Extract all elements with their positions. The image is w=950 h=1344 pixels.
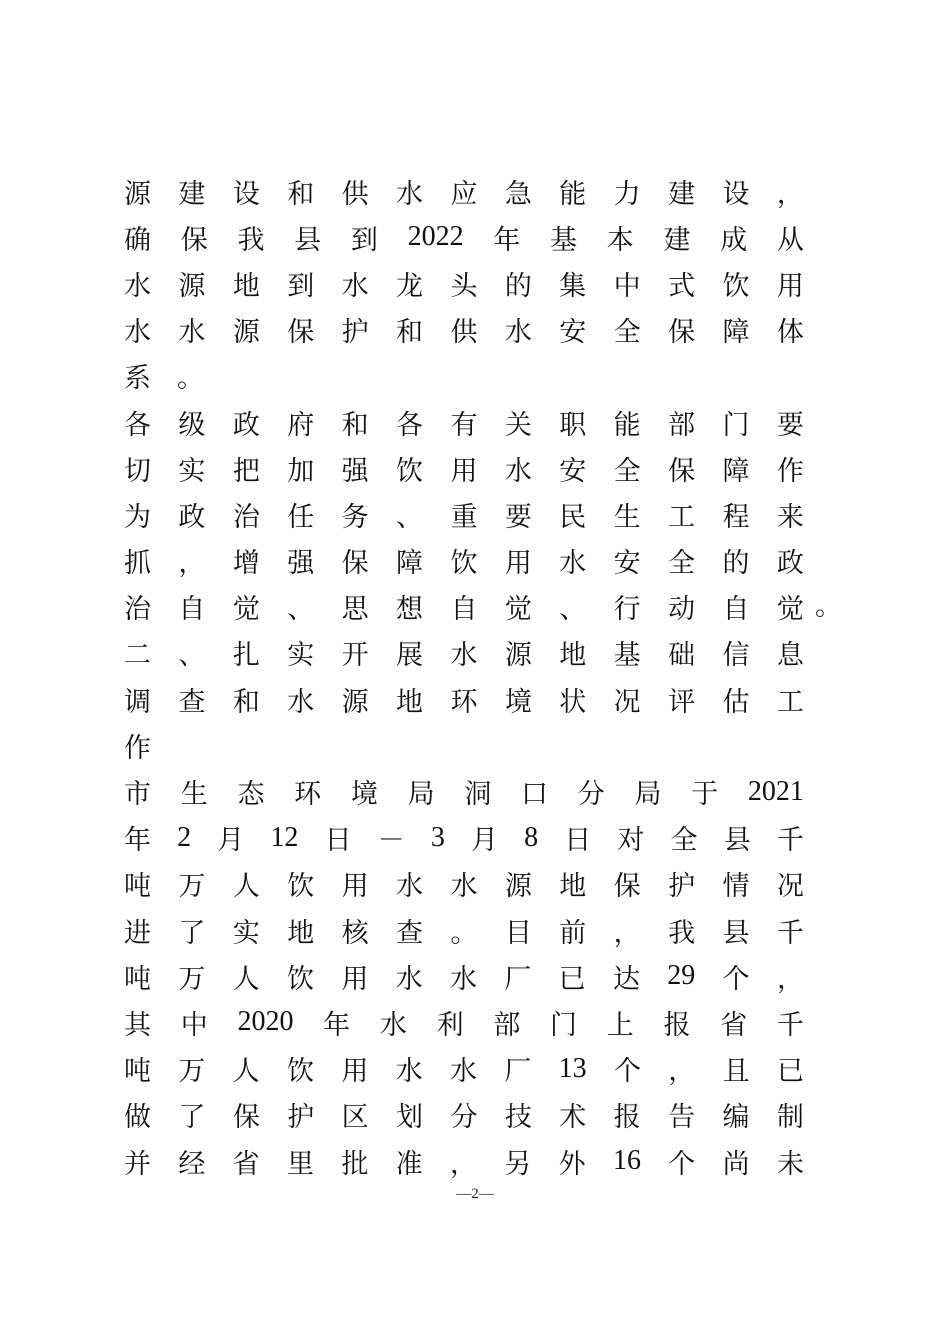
text-char: 实 (178, 455, 206, 487)
text-char: 达 (612, 963, 640, 995)
text-char: 信 (722, 640, 750, 672)
text-char: 急 (504, 178, 532, 210)
text-char: 水 (341, 270, 369, 302)
text-char: 开 (341, 640, 369, 672)
text-char: 工 (668, 501, 696, 533)
text-char: 障 (722, 317, 750, 349)
text-char: 调 (124, 686, 151, 718)
text-char: 各 (124, 409, 151, 441)
text-char: 。 (450, 917, 478, 949)
text-char: 做 (124, 1102, 151, 1134)
text-char: 吨 (124, 1056, 151, 1088)
text-char: 区 (341, 1102, 369, 1134)
text-line (124, 630, 804, 676)
text-char: 集 (559, 270, 587, 302)
text-char: 核 (341, 917, 369, 949)
text-line (124, 399, 804, 445)
text-line (124, 722, 804, 768)
text-line (124, 168, 804, 214)
text-char: 水 (449, 1056, 477, 1088)
text-char: 础 (668, 640, 696, 672)
text-char: 关 (504, 409, 532, 441)
text-char: 水 (504, 317, 532, 349)
text-char: 环 (450, 686, 478, 718)
text-char: 水 (559, 548, 587, 580)
text-char: 16 (612, 1145, 641, 1177)
text-char: 觉 (776, 594, 804, 626)
text-char: 式 (668, 270, 696, 302)
text-char: ， (668, 1056, 696, 1088)
text-char: 动 (668, 594, 696, 626)
text-char: 保 (613, 871, 641, 903)
text-char: 我 (668, 917, 696, 949)
text-char: 建 (668, 178, 696, 210)
text-char: 作 (776, 455, 804, 487)
text-char: 的 (504, 270, 532, 302)
text-char: 已 (776, 1056, 804, 1088)
text-char: 前 (559, 917, 587, 949)
text-char: 12 (270, 821, 299, 853)
text-char: 扎 (232, 640, 260, 672)
text-char: 源 (504, 871, 532, 903)
text-char: 于 (691, 779, 719, 811)
text-char: 觉 (232, 594, 260, 626)
text-char: ， (178, 548, 206, 580)
text-char: ， (776, 963, 804, 995)
text-char: 准 (395, 1148, 423, 1180)
text-line (124, 353, 804, 399)
text-line (124, 953, 804, 999)
text-char: 划 (396, 1102, 424, 1134)
text-char: 省 (720, 1009, 748, 1041)
text-char: 水 (396, 871, 424, 903)
text-char: 体 (776, 317, 804, 349)
text-char: 水 (395, 1056, 423, 1088)
text-char: 护 (341, 317, 369, 349)
text-char: 年 (124, 825, 151, 857)
text-char: 万 (178, 871, 206, 903)
text-char: 、 (178, 640, 206, 672)
text-char: 洞 (464, 779, 492, 811)
text-char: 保 (287, 317, 315, 349)
text-char: 2020 (237, 1006, 294, 1038)
text-char: 上 (606, 1009, 634, 1041)
text-char: 中 (613, 270, 641, 302)
text-char: 人 (232, 871, 260, 903)
text-char: 水 (178, 317, 206, 349)
text-char: 2 (177, 821, 192, 853)
text-char: 2021 (747, 775, 804, 807)
text-char: 安 (613, 548, 641, 580)
text-char: ， (613, 917, 641, 949)
text-char: 水 (396, 178, 424, 210)
text-line (124, 907, 804, 953)
text-line (124, 861, 804, 907)
text-char: 里 (286, 1148, 314, 1180)
text-char: 13 (558, 1052, 587, 1084)
text-char: 确 (124, 224, 151, 256)
text-char: 其 (124, 1009, 151, 1041)
text-char: 生 (613, 501, 641, 533)
text-line (124, 999, 804, 1045)
text-char: 护 (668, 871, 696, 903)
text-char: 和 (396, 317, 424, 349)
text-char: 局 (407, 779, 435, 811)
text-char: 千 (776, 1009, 804, 1041)
text-char: 本 (606, 224, 634, 256)
text-char: 编 (722, 1102, 750, 1134)
text-char: 已 (558, 963, 586, 995)
text-char: 安 (559, 317, 587, 349)
text-char: 个 (668, 1148, 696, 1180)
text-char: 二 (124, 640, 151, 672)
text-line (124, 676, 804, 722)
text-char: 月 (217, 825, 245, 857)
text-char: 部 (493, 1009, 521, 1041)
text-char: 饮 (722, 270, 750, 302)
text-char: 个 (613, 1056, 641, 1088)
text-char: 、 (396, 501, 424, 533)
text-char: 基 (613, 640, 641, 672)
text-char: 建 (663, 224, 691, 256)
text-char: 自 (450, 594, 478, 626)
text-char: 重 (450, 501, 478, 533)
text-char: 千 (776, 825, 804, 857)
text-char: 和 (232, 686, 260, 718)
text-char: 情 (722, 871, 750, 903)
text-char: 水 (450, 640, 478, 672)
text-char: 生 (180, 779, 208, 811)
text-char: 用 (341, 1056, 369, 1088)
text-char: 增 (232, 548, 260, 580)
text-char: 对 (617, 825, 645, 857)
text-char: 万 (178, 963, 206, 995)
text-char: 加 (287, 455, 315, 487)
text-char: 全 (668, 548, 696, 580)
text-char: 息 (776, 640, 804, 672)
text-char: 县 (723, 825, 751, 857)
text-char: 自 (178, 594, 206, 626)
text-char: 府 (287, 409, 315, 441)
text-char: 源 (178, 270, 206, 302)
text-char: 思 (341, 594, 369, 626)
text-char: 年 (493, 224, 521, 256)
text-char: 的 (722, 548, 750, 580)
text-char: 利 (436, 1009, 464, 1041)
text-char: 有 (450, 409, 478, 441)
text-char: 状 (559, 686, 587, 718)
text-char: 头 (450, 270, 478, 302)
text-char: 批 (341, 1148, 369, 1180)
text-char: 龙 (396, 270, 424, 302)
text-char: 术 (559, 1102, 587, 1134)
text-char: 能 (613, 409, 641, 441)
text-char: 吨 (124, 871, 151, 903)
text-char: 地 (559, 871, 587, 903)
text-char: 任 (287, 501, 315, 533)
text-char: 报 (613, 1102, 641, 1134)
text-char: 地 (287, 917, 315, 949)
text-char: 、 (287, 594, 315, 626)
text-char: 保 (668, 317, 696, 349)
text-char: ， (776, 178, 804, 210)
text-char: 程 (722, 501, 750, 533)
text-char: 日 (324, 825, 352, 857)
text-char: 用 (341, 963, 369, 995)
text-char: 我 (237, 224, 265, 256)
text-char: 供 (341, 178, 369, 210)
text-char: 饮 (396, 455, 424, 487)
text-char: 饮 (450, 548, 478, 580)
text-char: 能 (559, 178, 587, 210)
text-char: 源 (124, 178, 151, 210)
text-char: 应 (450, 178, 478, 210)
text-char: 到 (287, 270, 315, 302)
text-char: 省 (232, 1148, 260, 1180)
text-char: 环 (294, 779, 322, 811)
text-char: 人 (232, 1056, 260, 1088)
text-char: 分 (450, 1102, 478, 1134)
text-char: 源 (232, 317, 260, 349)
text-char: 饮 (286, 963, 314, 995)
text-char: ， (449, 1148, 477, 1180)
text-char: 个 (722, 963, 750, 995)
text-char: 饮 (286, 1056, 314, 1088)
text-char: 技 (504, 1102, 532, 1134)
text-char: 千 (776, 917, 804, 949)
text-char: 进 (124, 917, 151, 949)
text-line (124, 584, 842, 630)
text-char: 保 (341, 548, 369, 580)
text-char: 保 (232, 1102, 260, 1134)
text-char: 2022 (407, 221, 464, 253)
text-char: 源 (504, 640, 532, 672)
text-char: 来 (776, 501, 804, 533)
text-char: 想 (396, 594, 424, 626)
text-char: 境 (504, 686, 532, 718)
text-char: 了 (178, 917, 206, 949)
text-char: 了 (178, 1102, 206, 1134)
text-char: 治 (124, 594, 151, 626)
text-char: 水 (124, 317, 151, 349)
text-char: 3 (430, 821, 445, 853)
text-char: 为 (124, 501, 151, 533)
text-char: 安 (559, 455, 587, 487)
text-char: 要 (776, 409, 804, 441)
text-char: 政 (178, 501, 206, 533)
text-char: 另 (504, 1148, 532, 1180)
text-char: 基 (550, 224, 578, 256)
text-char: 要 (504, 501, 532, 533)
text-char: 口 (521, 779, 549, 811)
text-char: 水 (124, 270, 151, 302)
text-char: 障 (722, 455, 750, 487)
text-char: 告 (668, 1102, 696, 1134)
text-char: 评 (668, 686, 696, 718)
text-char: 设 (232, 178, 260, 210)
text-char: 级 (178, 409, 206, 441)
text-char: 尚 (722, 1148, 750, 1180)
text-char: 抓 (124, 548, 151, 580)
text-char: 29 (667, 960, 696, 992)
text-char: 从 (776, 224, 804, 256)
text-char: 自 (722, 594, 750, 626)
text-char: 源 (341, 686, 369, 718)
text-char: 政 (776, 548, 804, 580)
text-char: 水 (504, 455, 532, 487)
text-line (124, 491, 804, 537)
text-char: 系 (124, 363, 151, 395)
text-char: 力 (613, 178, 641, 210)
text-char: 职 (559, 409, 587, 441)
text-char: 水 (450, 871, 478, 903)
text-char: 水 (379, 1009, 407, 1041)
text-line (124, 307, 804, 353)
text-char: 供 (450, 317, 478, 349)
text-char: 地 (559, 640, 587, 672)
text-char: 况 (776, 871, 804, 903)
text-char: 强 (287, 548, 315, 580)
body-text (124, 168, 842, 1184)
text-char: 工 (776, 686, 804, 718)
text-char: 保 (668, 455, 696, 487)
text-char: 饮 (287, 871, 315, 903)
text-char: 全 (613, 317, 641, 349)
text-char: 各 (396, 409, 424, 441)
text-line (124, 1092, 804, 1138)
text-char: 到 (350, 224, 378, 256)
text-char: 人 (232, 963, 260, 995)
text-char: 且 (722, 1056, 750, 1088)
text-char: 治 (232, 501, 260, 533)
text-char: 吨 (124, 963, 151, 995)
text-line (124, 214, 804, 260)
text-char: 地 (396, 686, 424, 718)
text-line (124, 815, 804, 861)
text-line (124, 1046, 804, 1092)
text-line (124, 1138, 804, 1184)
text-char: 作 (124, 732, 151, 764)
overhang-punctuation: 。 (815, 590, 842, 622)
text-char: 境 (350, 779, 378, 811)
text-char: 全 (613, 455, 641, 487)
text-char: 查 (396, 917, 424, 949)
text-char: 和 (341, 409, 369, 441)
text-char: 并 (124, 1148, 151, 1180)
text-char: 行 (613, 594, 641, 626)
text-char: 水 (449, 963, 477, 995)
text-char: 目 (504, 917, 532, 949)
text-char: 护 (287, 1102, 315, 1134)
text-char: 用 (450, 455, 478, 487)
text-char: 保 (180, 224, 208, 256)
text-char: 厂 (504, 963, 532, 995)
text-char: 经 (178, 1148, 206, 1180)
text-line (124, 260, 804, 306)
text-char: 、 (559, 594, 587, 626)
text-char: 制 (776, 1102, 804, 1134)
text-char: 成 (720, 224, 748, 256)
text-char: 外 (558, 1148, 586, 1180)
text-char: 设 (722, 178, 750, 210)
text-char: 障 (396, 548, 424, 580)
text-char: 态 (237, 779, 265, 811)
text-char: 估 (722, 686, 750, 718)
text-char: 实 (287, 640, 315, 672)
text-char: 报 (663, 1009, 691, 1041)
text-char: 用 (341, 871, 369, 903)
text-char: 地 (232, 270, 260, 302)
text-char: 未 (776, 1148, 804, 1180)
text-char: 用 (776, 270, 804, 302)
text-char: 展 (396, 640, 424, 672)
text-line (124, 768, 804, 814)
text-char: 查 (178, 686, 206, 718)
text-char: 门 (722, 409, 750, 441)
text-char: 8 (524, 821, 539, 853)
text-char: 务 (341, 501, 369, 533)
text-char: － (377, 825, 405, 857)
text-char: 门 (550, 1009, 578, 1041)
text-char: 用 (504, 548, 532, 580)
text-char: 局 (634, 779, 662, 811)
text-char: 厂 (504, 1056, 532, 1088)
text-char: 全 (670, 825, 698, 857)
text-char: 实 (232, 917, 260, 949)
text-char: 觉 (504, 594, 532, 626)
text-char: 建 (178, 178, 206, 210)
text-char: 日 (564, 825, 592, 857)
text-char: 年 (323, 1009, 351, 1041)
text-char: 民 (559, 501, 587, 533)
text-char: 月 (470, 825, 498, 857)
text-line (124, 538, 804, 584)
text-char: 况 (613, 686, 641, 718)
text-char: 县 (722, 917, 750, 949)
text-char: 。 (177, 363, 204, 395)
text-char: 万 (178, 1056, 206, 1088)
text-char: 分 (577, 779, 605, 811)
text-char: 切 (124, 455, 151, 487)
text-char: 政 (232, 409, 260, 441)
text-char: 强 (341, 455, 369, 487)
text-char: 水 (287, 686, 315, 718)
page-number: —2— (456, 1186, 494, 1202)
text-char: 市 (124, 779, 151, 811)
text-char: 中 (180, 1009, 208, 1041)
text-char: 水 (395, 963, 423, 995)
text-char: 部 (668, 409, 696, 441)
text-char: 把 (232, 455, 260, 487)
text-char: 县 (294, 224, 322, 256)
text-char: 和 (287, 178, 315, 210)
text-line (124, 445, 804, 491)
